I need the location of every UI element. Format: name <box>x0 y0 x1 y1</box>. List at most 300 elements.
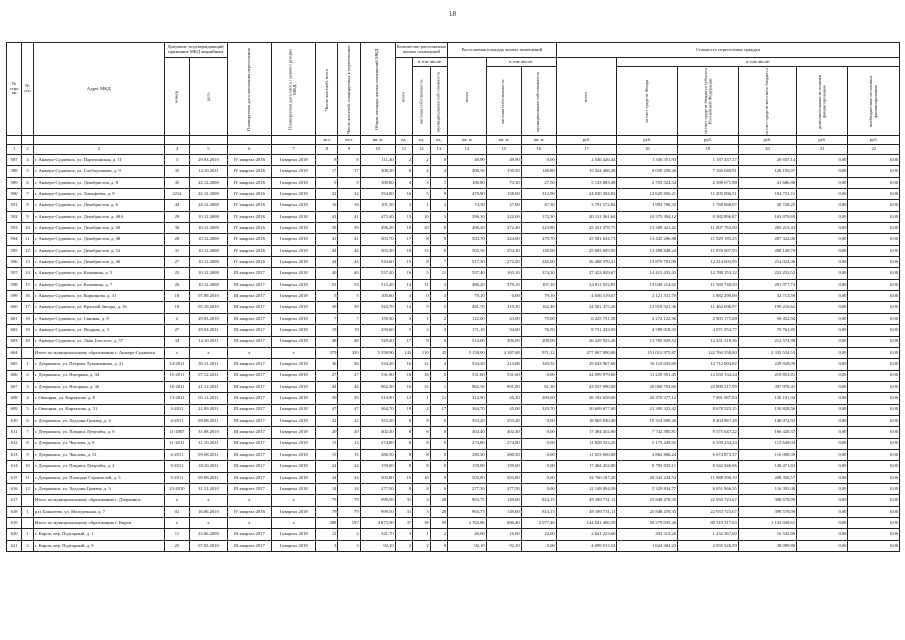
table-cell: 11 828 333,20 <box>556 438 617 449</box>
table-cell: x <box>271 518 315 529</box>
table-cell: 05.10.2010 <box>190 302 227 313</box>
table-cell: г. Анжеро-Судженск, ул. Партизанская, д. 11 <box>33 155 164 166</box>
table-cell: 27 <box>316 370 338 381</box>
table-cell: 280,50 <box>360 449 395 460</box>
table-cell: 13 <box>395 211 413 222</box>
table-cell: 686,40 <box>486 518 521 529</box>
hdr-count-incl: в том числе: <box>413 58 448 67</box>
table-cell: III квартал 2017 <box>227 438 271 449</box>
table-cell: I квартал 2018 <box>271 427 315 438</box>
table-cell: 92,10 <box>448 540 487 551</box>
table-cell: 27 423 829,67 <box>556 268 617 279</box>
table-cell: 605 <box>7 359 22 370</box>
table-cell: 392 313,20 <box>617 529 678 540</box>
table-cell: 07.12.2011 <box>190 370 227 381</box>
table-cell: 3 <box>413 177 431 188</box>
table-cell: 2 121 531,79 <box>617 291 678 302</box>
table-cell: 618 <box>7 506 22 517</box>
table-cell: 39 <box>338 393 360 404</box>
table-cell: 0,00 <box>521 370 556 381</box>
table-cell: 41 <box>316 211 338 222</box>
table-cell: 223,80 <box>521 223 556 234</box>
table-cell: 92,10 <box>486 540 521 551</box>
table-cell: 24 811 032,85 <box>556 279 617 290</box>
table-cell: 341,70 <box>360 529 395 540</box>
table-cell: 8 <box>22 200 34 211</box>
table-cell: 496,20 <box>360 223 395 234</box>
table-cell: 615 <box>7 472 22 483</box>
table-cell: 595 <box>7 245 22 256</box>
hdr-item-number: № п/п <box>22 43 34 136</box>
table-cell: 29 043 967,60 <box>556 359 617 370</box>
units-cell: руб. <box>738 136 796 145</box>
table-cell: 503,80 <box>448 472 487 483</box>
colnums-cell: 16 <box>521 145 556 155</box>
hdr-cost-extra: дополнительные источники финансирования <box>797 67 848 136</box>
table-cell: III квартал 2017 <box>227 472 271 483</box>
table-cell: 0,00 <box>848 177 900 188</box>
table-cell: III квартал 2017 <box>227 325 271 336</box>
table-cell: 9 <box>430 189 448 200</box>
table-cell: III квартал 2017 <box>227 427 271 438</box>
table-cell: I квартал 2018 <box>271 529 315 540</box>
table-cell: 6 539 234,24 <box>678 438 739 449</box>
table-cell: 0,00 <box>848 291 900 302</box>
table-cell: г. Анжеро-Судженск, ул. Льва Толстого, д. 57 <box>33 336 164 347</box>
hdr-residents-planned: Число жителей, планируемых к переселению <box>338 43 360 136</box>
table-cell: г. Анжеро-Судженск, ул. Слободчикова, д. 9 <box>33 166 164 177</box>
table-cell: 0,00 <box>797 155 848 166</box>
table-cell: 8 <box>413 438 431 449</box>
table-cell: 32 760 187,20 <box>556 472 617 483</box>
table-cell: 17 <box>430 404 448 415</box>
table-row <box>7 200 900 211</box>
table-cell: 16 542,80 <box>738 529 796 540</box>
table-cell: 34 <box>316 472 338 483</box>
table-cell: 13 <box>413 245 431 256</box>
table-row <box>7 268 900 279</box>
table-cell: I квартал 2018 <box>271 449 315 460</box>
table-row <box>7 506 900 517</box>
table-cell: 0,00 <box>797 449 848 460</box>
table-cell: г. Анжеро-Судженск, ул. Декабристов, д. 49А <box>33 211 164 222</box>
table-cell: x <box>164 347 190 358</box>
table-cell: III квартал 2017 <box>227 313 271 324</box>
table-cell: 8 404 867,28 <box>678 415 739 426</box>
table-cell: 07.09.2010 <box>190 291 227 302</box>
table-cell: I квартал 2018 <box>271 279 315 290</box>
table-cell: 10.12.2008 <box>190 211 227 222</box>
table-cell: г. Дзержинск, ул. Патриса Лумумбы, д. 4 <box>33 461 164 472</box>
table-cell: 0 <box>430 449 448 460</box>
table-cell: 0,00 <box>848 336 900 347</box>
table-cell: 80 319 317,63 <box>678 518 739 529</box>
colnums-cell: 1 <box>7 145 22 155</box>
table-cell: 20 121 361,64 <box>556 211 617 222</box>
table-cell: 0,00 <box>797 302 848 313</box>
table-cell: 03.11.2011 <box>190 393 227 404</box>
table-cell: 16 110 033,69 <box>617 359 678 370</box>
table-cell: 214 022,46 <box>738 257 796 268</box>
table-cell: 312,90 <box>521 189 556 200</box>
table-cell: I квартал 2018 <box>271 461 315 472</box>
table-cell: 25 <box>164 268 190 279</box>
table-cell: 2 <box>164 313 190 324</box>
table-cell: 8 058 250,26 <box>617 166 678 177</box>
table-cell: 534,20 <box>360 359 395 370</box>
table-cell: 0,00 <box>848 257 900 268</box>
table-cell: I квартал 2018 <box>271 325 315 336</box>
table-cell: 15-2011 <box>164 370 190 381</box>
table-cell: 0,00 <box>848 223 900 234</box>
table-cell: 5 158,00 <box>448 347 487 358</box>
table-cell: 23-2010 <box>164 483 190 494</box>
table-cell: 1 336 351,93 <box>617 155 678 166</box>
table-cell: 587 <box>7 155 22 166</box>
table-cell: 396,30 <box>448 211 487 222</box>
table-cell: 1 <box>413 200 431 211</box>
table-cell: 44 <box>338 257 360 268</box>
table-cell: г. Анжеро-Судженск, ул. Декабристов, д. 50 <box>33 223 164 234</box>
table-cell: 07.03.2010 <box>190 540 227 551</box>
table-cell: III квартал 2017 <box>227 529 271 540</box>
table-cell: 496,20 <box>448 223 487 234</box>
table-cell: 534,20 <box>448 359 487 370</box>
hdr-doc-number: номер <box>164 58 190 136</box>
table-cell: 44 <box>164 200 190 211</box>
hdr-doc-date: дата <box>190 58 227 136</box>
table-cell: I квартал 2018 <box>271 155 315 166</box>
table-cell: 4 <box>430 166 448 177</box>
table-cell: 319,70 <box>521 404 556 415</box>
table-cell: г. Анжеро-Судженск, ул. Коркинова, д. 31 <box>33 291 164 302</box>
table-cell: 7 742 385,81 <box>617 427 678 438</box>
table-cell: III квартал 2017 <box>227 415 271 426</box>
table-cell: 591 <box>7 200 22 211</box>
table-cell: 79 <box>338 506 360 517</box>
table-cell: 593 <box>7 223 22 234</box>
table-cell: 26 229 923,26 <box>556 336 617 347</box>
table-row <box>7 325 900 336</box>
table-cell: 116 008,39 <box>738 449 796 460</box>
table-cell: 3 <box>413 325 431 336</box>
table-cell: 144 041 406,50 <box>556 518 617 529</box>
table-cell: 0,00 <box>797 461 848 472</box>
table-cell: 4 036 519,67 <box>556 291 617 302</box>
table-cell: 1 143 049,61 <box>738 518 796 529</box>
table-cell: 18 <box>395 223 413 234</box>
table-cell: г. Дзержинск, ул. Чкалова, д. 9 <box>33 438 164 449</box>
table-cell: 12 <box>413 359 431 370</box>
table-cell: Итого по муниципальному образованию г. Киров <box>33 518 164 529</box>
table-cell: 10 <box>413 223 431 234</box>
table-cell: 20 <box>338 427 360 438</box>
table-cell: 1 882 290,69 <box>678 291 739 302</box>
table-cell: 14-2011 <box>164 359 190 370</box>
table-cell: 24 581 475,20 <box>556 302 617 313</box>
units-cell: ед. <box>430 136 448 145</box>
table-cell: x <box>271 495 315 506</box>
table-cell: 3 <box>430 211 448 222</box>
table-row <box>7 234 900 245</box>
table-cell: г. Анжеро-Судженск, ул. Связная, д. 8 <box>33 313 164 324</box>
table-cell: 314,90 <box>360 393 395 404</box>
table-cell: 8 <box>413 483 431 494</box>
page-number: 18 <box>449 10 456 18</box>
table-cell: 601 <box>7 313 22 324</box>
table-cell: 1 <box>430 381 448 392</box>
table-cell: 17 <box>22 302 34 313</box>
table-cell: 610 <box>7 415 22 426</box>
table-cell: 16 <box>395 370 413 381</box>
table-cell: г. Анжеро-Судженск, ул. Декабристов, д. 52 <box>33 245 164 256</box>
table-cell: 41 <box>338 234 360 245</box>
table-cell: 222,00 <box>486 211 521 222</box>
table-cell: 1 <box>430 177 448 188</box>
table-cell: 1 992 706,32 <box>617 200 678 211</box>
table-cell: 614 <box>7 461 22 472</box>
table-cell: 44 <box>338 245 360 256</box>
table-cell: IV квартал 2016 <box>227 506 271 517</box>
table-row <box>7 370 900 381</box>
table-cell: 0,00 <box>797 211 848 222</box>
table-cell: 12 629 856,21 <box>617 189 678 200</box>
table-cell: 604 <box>7 347 22 358</box>
table-cell: 554,80 <box>360 189 395 200</box>
table-cell: 5 <box>316 291 338 302</box>
table-cell: 0,00 <box>797 472 848 483</box>
table-cell: III квартал 2017 <box>227 540 271 551</box>
table-cell: 22 933 723,67 <box>678 506 739 517</box>
table-cell: 24 <box>316 461 338 472</box>
table-cell: 18 <box>22 313 34 324</box>
table-cell: 503,70 <box>448 234 487 245</box>
table-cell: 0,00 <box>797 347 848 358</box>
table-cell: 308 <box>316 518 338 529</box>
table-cell: 16 <box>395 472 413 483</box>
table-cell: 0,00 <box>848 313 900 324</box>
table-cell: г. Дзержинск, ул. Нагорная, д. 36 <box>33 381 164 392</box>
table-cell: 105,60 <box>360 291 395 302</box>
table-cell: 18.10.2011 <box>190 461 227 472</box>
table-cell: 0,00 <box>797 393 848 404</box>
table-cell: I квартал 2018 <box>271 245 315 256</box>
units-cell: кв. м <box>521 136 556 145</box>
table-cell: 0,00 <box>848 415 900 426</box>
hdr-count-private: частная собственность <box>413 67 431 136</box>
table-cell: 3 <box>395 529 413 540</box>
table-cell: 10 <box>413 211 431 222</box>
table-cell: 0,00 <box>797 370 848 381</box>
table-cell: 8 <box>413 427 431 438</box>
table-cell: 130 191,04 <box>738 393 796 404</box>
table-cell: 49 180 731,11 <box>556 506 617 517</box>
table-cell: 598 <box>7 279 22 290</box>
table-cell: 543,60 <box>360 257 395 268</box>
table-cell: 101,30 <box>360 200 395 211</box>
table-cell: 1 <box>22 359 34 370</box>
table-cell: 2 398 671,98 <box>678 177 739 188</box>
table-row <box>7 381 900 392</box>
table-cell: 12 231 318,36 <box>678 336 739 347</box>
table-cell: 612 <box>7 438 22 449</box>
table-cell: 621 <box>7 540 22 551</box>
table-cell: 11 229 591,45 <box>617 370 678 381</box>
table-cell: 13 040 214,62 <box>617 279 678 290</box>
table-cell: 09.08.2011 <box>190 415 227 426</box>
table-cell: 3 <box>430 279 448 290</box>
table-cell: 149,60 <box>486 506 521 517</box>
table-cell: 503,30 <box>448 245 487 256</box>
table-row <box>7 291 900 302</box>
table-cell: 2 333 524,53 <box>738 347 796 358</box>
units-cell: руб. <box>678 136 739 145</box>
table-cell: г. Анжеро-Судженск, ул. Декабристов, д. 8 <box>33 177 164 188</box>
table-cell: 2 <box>413 404 431 415</box>
table-cell: 314,90 <box>448 393 487 404</box>
table-cell: 9 <box>338 177 360 188</box>
table-cell: 17 <box>316 166 338 177</box>
table-cell: 10.12.2008 <box>190 268 227 279</box>
table-cell: 25 581 634,73 <box>556 234 617 245</box>
table-cell: 543,70 <box>360 302 395 313</box>
table-cell: 10.12.2008 <box>190 234 227 245</box>
table-cell: 2 <box>22 370 34 381</box>
table-cell: 537,40 <box>448 268 487 279</box>
hdr-cost-incl: в том числе: <box>617 58 900 67</box>
table-cell: 402,40 <box>486 427 521 438</box>
table-cell: 10.12.2008 <box>190 245 227 256</box>
table-cell: 16 <box>22 291 34 302</box>
table-cell: 41 <box>338 211 360 222</box>
table-cell: 12 650 134,34 <box>678 370 739 381</box>
hdr-total-area: Общая площадь жилых помещений МКД <box>360 43 395 136</box>
table-cell: г. Анжеро-Судженск, ул. Красной Звезды, д. 16 <box>33 302 164 313</box>
table-cell: 26 408 370,31 <box>556 257 617 268</box>
table-cell: 8 <box>338 155 360 166</box>
units-cell: ед. <box>395 136 413 145</box>
table-cell: x <box>227 518 271 529</box>
table-cell: 616 <box>7 483 22 494</box>
table-cell: 9 <box>413 302 431 313</box>
table-cell: 503,30 <box>360 245 395 256</box>
table-cell: 30.11.2011 <box>190 359 227 370</box>
table-cell: 4 <box>430 359 448 370</box>
table-row <box>7 189 900 200</box>
table-cell: 16,00 <box>486 529 521 540</box>
table-row <box>7 438 900 449</box>
table-cell: г. Анжеро-Судженск, ул. Декабристов, д. 48 <box>33 234 164 245</box>
table-cell: 1 <box>413 529 431 540</box>
table-cell: 70 761,85 <box>738 325 796 336</box>
table-cell: 35 <box>164 166 190 177</box>
table-cell: 11 <box>430 393 448 404</box>
table-cell: 3 <box>395 200 413 211</box>
table-cell: 29 <box>164 211 190 222</box>
table-cell: 18 <box>413 518 431 529</box>
table-cell: 2 <box>413 155 431 166</box>
table-cell: 143 <box>395 347 413 358</box>
table-cell: 0,00 <box>848 461 900 472</box>
table-cell: г. Анжеро-Судженск, ул. Декабристов, д. 6 <box>33 200 164 211</box>
table-cell: I квартал 2018 <box>271 370 315 381</box>
table-cell: 59 <box>430 518 448 529</box>
table-cell: 0,00 <box>848 370 900 381</box>
table-cell: 0 <box>430 415 448 426</box>
table-cell: 6 674 873,37 <box>678 449 739 460</box>
table-cell: 353,20 <box>448 415 487 426</box>
table-cell: 2 <box>430 325 448 336</box>
table-cell: 12 <box>22 483 34 494</box>
hdr-planned-demolition: Планируемая дата сноса / реконструкции МКД <box>271 43 315 136</box>
table-cell: 13 879 701,90 <box>617 257 678 268</box>
table-cell: 0,00 <box>521 483 556 494</box>
table-cell: 277,50 <box>448 483 487 494</box>
table-cell: 7 <box>316 313 338 324</box>
table-cell: 611 <box>7 427 22 438</box>
table-cell: 0,00 <box>848 483 900 494</box>
colnums-cell: 17 <box>556 145 617 155</box>
table-cell: 374,30 <box>521 268 556 279</box>
hdr-document-group: Документ, подтверждающий признание МКД аварийным <box>164 43 227 58</box>
table-cell: 4 <box>413 166 431 177</box>
table-cell: 13 <box>22 257 34 268</box>
table-cell: 590 <box>7 189 22 200</box>
table-cell: 12 <box>316 529 338 540</box>
table-cell: 14 <box>338 483 360 494</box>
table-cell: IV квартал 2016 <box>227 189 271 200</box>
table-cell: Итого по муниципальному образованию г. Дзержинск <box>33 495 164 506</box>
table-cell: 24,00 <box>521 529 556 540</box>
table-cell: III квартал 2017 <box>227 381 271 392</box>
table-cell: 0,00 <box>521 438 556 449</box>
table-cell: 0,00 <box>797 325 848 336</box>
table-cell: 28 <box>164 234 190 245</box>
colnums-cell: 10 <box>360 145 395 155</box>
colnums-cell: 22 <box>848 145 900 155</box>
table-cell: 9 <box>316 177 338 188</box>
table-cell: 53 <box>338 279 360 290</box>
table-cell: 126 195,07 <box>738 166 796 177</box>
table-cell: 398 578,09 <box>738 506 796 517</box>
table-cell: 94,60 <box>486 325 521 336</box>
table-cell: 2 903 175,68 <box>678 313 739 324</box>
table-cell: 23.06.2009 <box>190 529 227 540</box>
table-cell: I квартал 2018 <box>271 166 315 177</box>
table-cell: 09.08.2011 <box>190 472 227 483</box>
table-cell: г. Анжеро-Судженск, ул. Калинина, д. 5 <box>33 268 164 279</box>
table-cell: 2 077,46 <box>521 518 556 529</box>
table-cell: I квартал 2018 <box>271 472 315 483</box>
table-cell <box>22 495 34 506</box>
table-cell: 6 225 751,58 <box>556 313 617 324</box>
table-cell: 32 <box>338 189 360 200</box>
table-cell: г. Анжеро-Судженск, ул. Ягодная, д. 3 <box>33 325 164 336</box>
table-row <box>7 449 900 460</box>
table-cell: 588 <box>7 166 22 177</box>
table-cell: III квартал 2017 <box>227 359 271 370</box>
table-cell: 25 848 470,35 <box>617 506 678 517</box>
table-cell: 7 <box>22 189 34 200</box>
table-cell: 514,00 <box>448 336 487 347</box>
table-cell: IV квартал 2016 <box>227 155 271 166</box>
table-row <box>7 540 900 551</box>
table-row <box>7 257 900 268</box>
table-cell: 353,20 <box>486 415 521 426</box>
table-cell: 9 382 896,87 <box>678 211 739 222</box>
table-cell: I квартал 2018 <box>271 257 315 268</box>
table-cell: 12 <box>22 245 34 256</box>
